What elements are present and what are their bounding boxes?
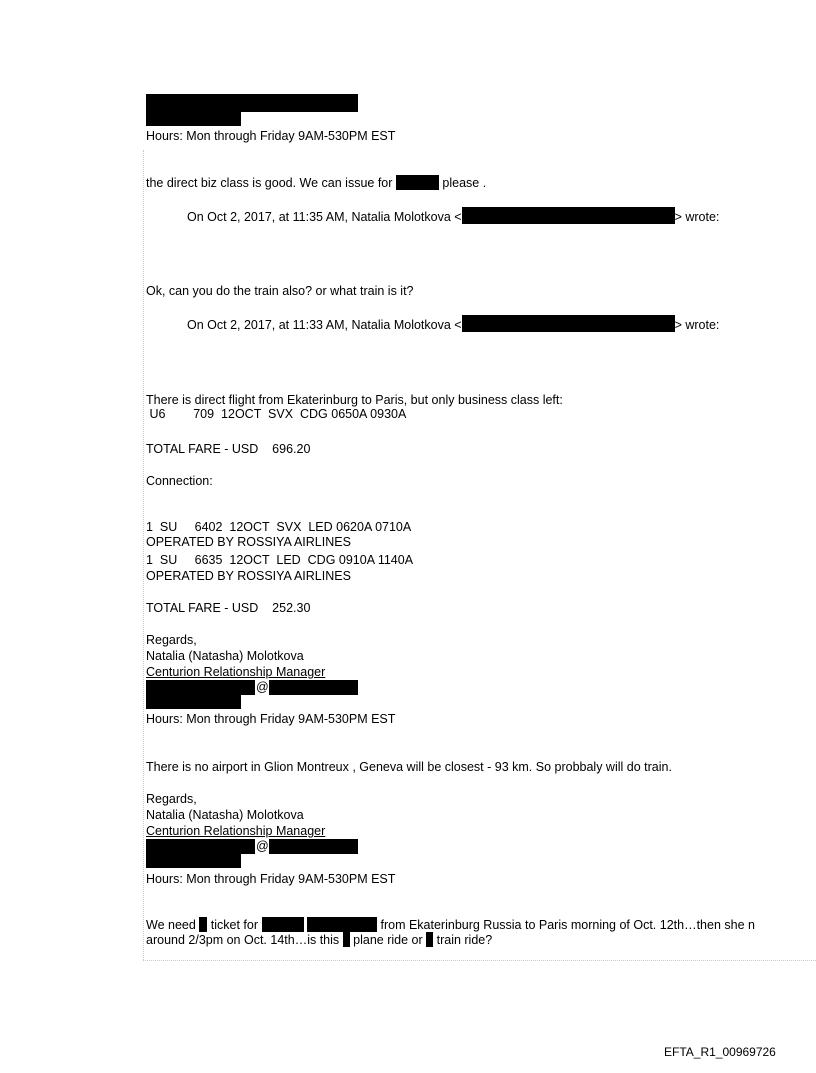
redaction-block (462, 207, 675, 224)
document-id: EFTA_R1_00969726 (664, 1045, 776, 1059)
quote-header-2 (187, 315, 719, 332)
redaction-block (146, 695, 241, 709)
flight-leg-1: 1 SU 6402 12OCT SVX LED 0620A 0710A (146, 520, 412, 534)
content-border-left (143, 150, 144, 960)
redaction-block (462, 315, 675, 332)
redaction-block (396, 175, 439, 190)
connection-label: Connection: (146, 474, 213, 488)
flight-leg-2-operator: OPERATED BY ROSSIYA AIRLINES (146, 569, 351, 583)
flight-leg-2: 1 SU 6635 12OCT LED CDG 0910A 1140A (146, 553, 414, 567)
regards: Regards, (146, 633, 197, 647)
redaction-block (146, 854, 241, 868)
message-5-b: ticket for (210, 918, 259, 932)
signature-hours: Hours: Mon through Friday 9AM-530PM EST (146, 129, 396, 143)
message-5-f: train ride? (436, 933, 493, 947)
redaction-block (426, 932, 433, 947)
signature-hours: Hours: Mon through Friday 9AM-530PM EST (146, 712, 396, 726)
sender-title: Centurion Relationship Manager (146, 824, 326, 838)
flight-line: U6 709 12OCT SVX CDG 0650A 0930A (146, 407, 407, 421)
flight-leg-1-operator: OPERATED BY ROSSIYA AIRLINES (146, 535, 351, 549)
redaction-block (146, 94, 358, 112)
total-fare-1: TOTAL FARE - USD 696.20 (146, 442, 311, 456)
message-5-line-1 (146, 917, 755, 932)
redaction-block (146, 839, 255, 854)
message-1-text-b: please . (442, 176, 487, 190)
message-1-text-a: the direct biz class is good. We can issue for (146, 176, 393, 190)
quote-header-1-a: On Oct 2, 2017, at 11:35 AM, Natalia Molotkova < (187, 210, 462, 224)
message-5-a: We need (146, 918, 196, 932)
email-at-sign: @ (256, 839, 269, 853)
message-1 (146, 175, 486, 190)
redaction-block (307, 917, 377, 932)
message-3-intro: There is direct flight from Ekaterinburg to Paris, but only business class left: (146, 393, 563, 407)
quote-header-1 (187, 207, 719, 224)
quote-header-2-b: > wrote: (674, 318, 720, 332)
message-5-c: from Ekaterinburg Russia to Paris morning of Oct. 12th…then she n (380, 918, 755, 932)
content-border-bottom (143, 960, 816, 961)
redaction-block (269, 839, 358, 854)
email-at-sign: @ (256, 680, 269, 694)
sender-name: Natalia (Natasha) Molotkova (146, 808, 304, 822)
message-5-line-2 (146, 932, 492, 947)
redaction-block (269, 680, 358, 695)
redaction-block (199, 917, 207, 932)
message-5-d: around 2/3pm on Oct. 14th…is this (146, 933, 340, 947)
redaction-block (146, 680, 255, 695)
total-fare-2: TOTAL FARE - USD 252.30 (146, 601, 311, 615)
redaction-block (343, 932, 350, 947)
regards: Regards, (146, 792, 197, 806)
redaction-block (146, 112, 241, 126)
signature-hours: Hours: Mon through Friday 9AM-530PM EST (146, 872, 396, 886)
quote-header-1-b: > wrote: (674, 210, 720, 224)
sender-name: Natalia (Natasha) Molotkova (146, 649, 304, 663)
sender-title: Centurion Relationship Manager (146, 665, 326, 679)
quote-header-2-a: On Oct 2, 2017, at 11:33 AM, Natalia Molotkova < (187, 318, 462, 332)
message-2: Ok, can you do the train also? or what train is it? (146, 284, 414, 298)
redaction-block (262, 917, 304, 932)
message-5-e: plane ride or (353, 933, 423, 947)
message-4: There is no airport in Glion Montreux , Geneva will be closest - 93 km. So probbaly will do train. (146, 760, 672, 774)
